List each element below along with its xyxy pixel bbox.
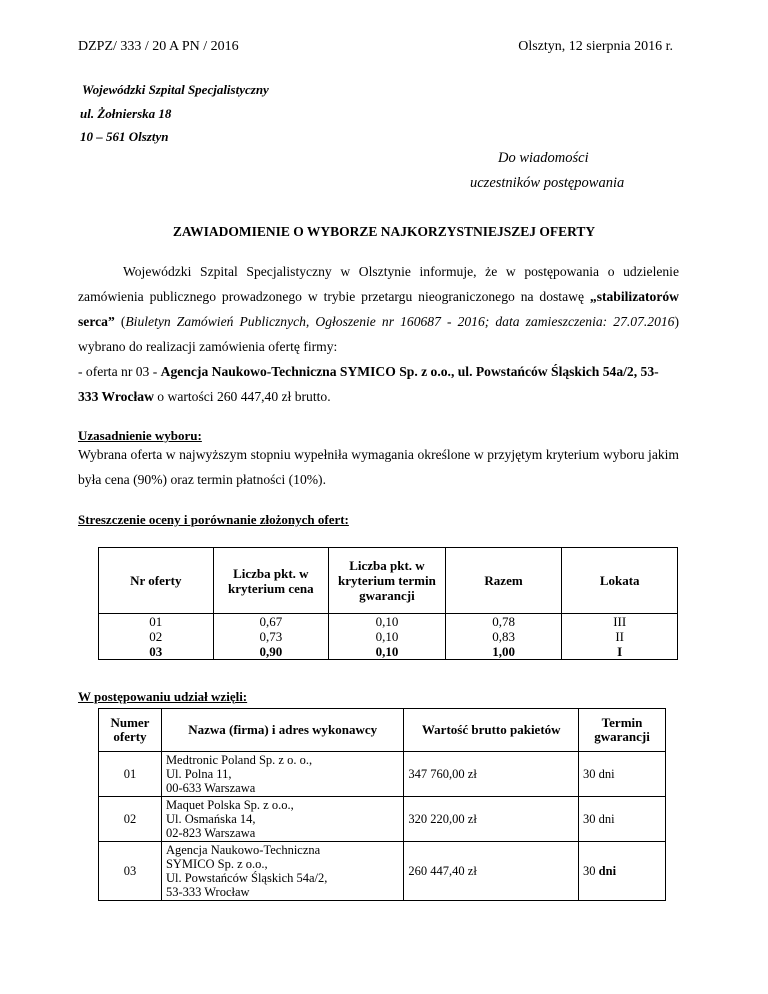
summary-col-rank: Lokata — [562, 548, 678, 614]
participants-heading: W postępowaniu udział wzięli: — [78, 689, 248, 704]
gross-value: 320 220,00 zł — [404, 797, 579, 842]
address-line: Ul. Powstańców Śląskich 54a/2, — [165, 871, 328, 885]
address-line: 53-333 Wrocław — [165, 885, 250, 899]
address-line: Ul. Polna 11, — [165, 767, 232, 781]
participants-col-contractor: Nazwa (firma) i adres wykonawcy — [161, 709, 403, 752]
intro-text-3: ) wybrano do realizacji zamówienia ofertę firmy: — [78, 314, 679, 354]
table-row — [99, 614, 678, 660]
offer-prefix: - oferta nr 03 - — [78, 364, 161, 379]
offer-number: 01 — [99, 752, 162, 797]
bulletin-reference: Biuletyn Zamówień Publicznych, Ogłoszenie nr 160687 - 2016; data zamieszczenia: 27.07.2016 — [125, 314, 675, 329]
justification-heading: Uzasadnienie wyboru: — [78, 428, 202, 443]
participants-table — [98, 708, 666, 901]
address-line: SYMICO Sp. z o.o., — [165, 857, 268, 871]
address-line: 02-823 Warszawa — [165, 826, 256, 840]
summary-cell: 1,00 — [492, 644, 515, 659]
participants-col-value: Wartość brutto pakietów — [404, 709, 579, 752]
address-line: Ul. Osmańska 14, — [165, 812, 256, 826]
participants-col-warranty: Termin gwarancji — [579, 709, 666, 752]
summary-cell: 0,73 — [259, 629, 283, 644]
table-row — [99, 842, 666, 901]
summary-cell: 0,67 — [259, 614, 283, 629]
intro-text-2: ( — [114, 314, 126, 329]
intro-text-1: Wojewódzki Szpital Specjalistyczny w Olsztynie informuje, że w postępowania o udzielenie zamówienia publicznego prowadzonego w trybie przetargu nieograniczonego na dostawę — [78, 264, 679, 304]
table-cell — [562, 614, 678, 660]
summary-cell: 03 — [149, 644, 163, 659]
offer-number: 03 — [99, 842, 162, 901]
summary-cell: 0,78 — [492, 614, 515, 629]
gross-value: 347 760,00 zł — [404, 752, 579, 797]
summary-cell: 0,10 — [375, 614, 399, 629]
summary-cell: I — [617, 644, 623, 659]
address-line: Maquet Polska Sp. z o.o., — [165, 798, 294, 812]
contractor-address — [161, 842, 403, 901]
summary-col-warranty: Liczba pkt. w kryterium termin gwarancji — [329, 548, 446, 614]
address-line: Agencja Naukowo-Techniczna — [165, 843, 321, 857]
justification-text: Wybrana oferta w najwyższym stopniu wypełniła wymagania określone w przyjętym kryterium wyboru jakim była cena (90%) oraz termin płatności (10%). — [78, 447, 679, 487]
summary-cell: 0,10 — [375, 629, 399, 644]
participants-col-offer-no: Numer oferty — [99, 709, 162, 752]
contractor-address — [161, 752, 403, 797]
document-reference: DZPZ/ 333 / 20 A PN / 2016 — [78, 39, 239, 54]
page-title: ZAWIADOMIENIE O WYBORZE NAJKORZYSTNIEJSZEJ OFERTY — [172, 224, 596, 239]
offer-suffix: o wartości 260 447,40 zł brutto. — [153, 389, 331, 404]
summary-cell: 0,10 — [375, 644, 399, 659]
summary-table — [98, 547, 678, 660]
summary-col-total: Razem — [445, 548, 562, 614]
summary-cell: 01 — [149, 614, 163, 629]
address-line: 00-633 Warszawa — [165, 781, 256, 795]
recipient-line2: uczestników postępowania — [470, 175, 625, 191]
warranty-days: 30 — [583, 864, 596, 878]
selected-offer — [78, 359, 679, 409]
table-row — [99, 752, 666, 797]
table-row — [99, 797, 666, 842]
table-cell — [329, 614, 446, 660]
contractor-address — [161, 797, 403, 842]
summary-cell: 0,83 — [492, 629, 515, 644]
sender-city: 10 – 561 Olsztyn — [80, 129, 169, 144]
recipient-line1: Do wiadomości — [498, 150, 589, 166]
table-cell — [99, 614, 214, 660]
procurement-subject: „stabilizatorów serca” — [78, 289, 679, 329]
sender-name: Wojewódzki Szpital Specjalistyczny — [82, 82, 269, 97]
table-cell — [213, 614, 329, 660]
summary-col-price: Liczba pkt. w kryterium cena — [213, 548, 329, 614]
summary-cell: II — [615, 629, 625, 644]
summary-cell: III — [613, 614, 627, 629]
summary-col-offer-no: Nr oferty — [99, 548, 214, 614]
sender-street: ul. Żołnierska 18 — [80, 106, 172, 121]
offer-number: 02 — [99, 797, 162, 842]
table-cell — [445, 614, 562, 660]
warranty-term: 30 dni — [579, 752, 666, 797]
offer-company: Agencja Naukowo-Techniczna SYMICO Sp. z o.o., ul. Powstańców Śląskich 54a/2, 53-333 Wrocław — [78, 364, 659, 404]
summary-cell: 02 — [149, 629, 163, 644]
intro-paragraph — [78, 259, 679, 359]
address-line: Medtronic Poland Sp. z o. o., — [165, 753, 313, 767]
gross-value: 260 447,40 zł — [404, 842, 579, 901]
warranty-term — [579, 842, 666, 901]
summary-cell: 0,90 — [259, 644, 283, 659]
warranty-term: 30 dni — [579, 797, 666, 842]
summary-heading: Streszczenie oceny i porównanie złożonych ofert: — [78, 512, 349, 527]
place-date: Olsztyn, 12 sierpnia 2016 r. — [518, 39, 673, 54]
warranty-unit: dni — [598, 864, 617, 878]
